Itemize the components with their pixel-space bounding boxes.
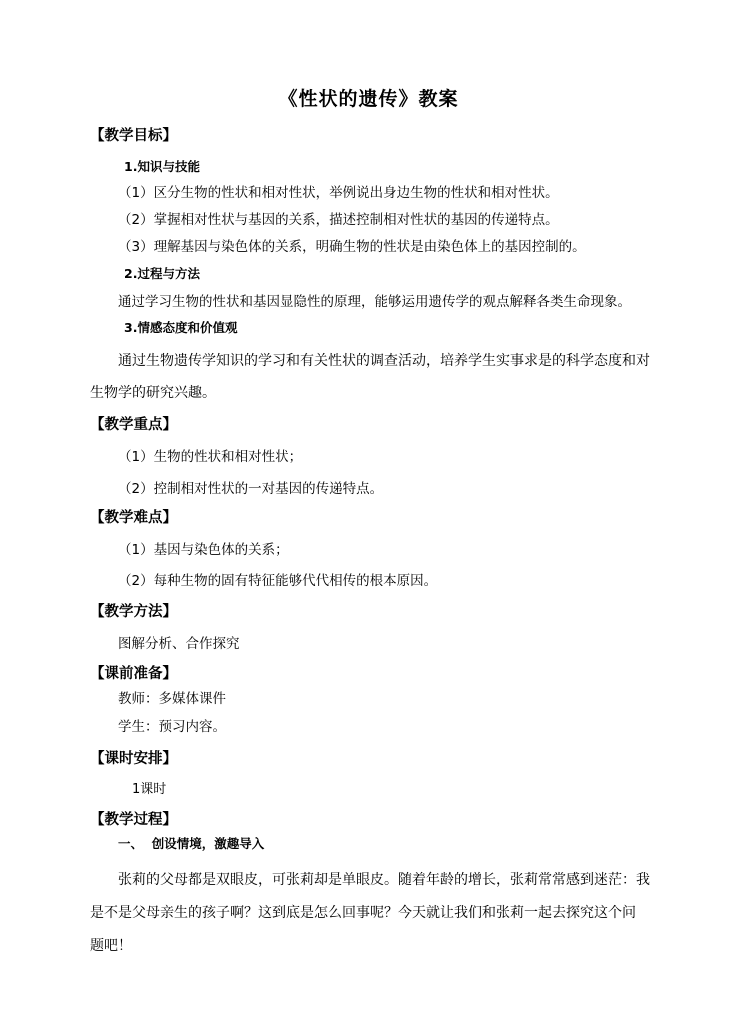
difficult-point-2: （2）每种生物的固有特征能够代代相传的根本原因。 bbox=[118, 573, 438, 589]
goal-item-2: （2）掌握相对性状与基因的关系，描述控制相对性状的基因的传递特点。 bbox=[118, 212, 559, 228]
goal-item-3: （3）理解基因与染色体的关系，明确生物的性状是由染色体上的基因控制的。 bbox=[118, 239, 586, 255]
prep-student: 学生：预习内容。 bbox=[118, 719, 226, 735]
key-point-2: （2）控制相对性状的一对基因的传递特点。 bbox=[118, 481, 384, 497]
process-paragraph-line-3: 题吧！ bbox=[90, 938, 132, 954]
section-heading-key-points: 【教学重点】 bbox=[90, 417, 177, 433]
goal-item-1: （1）区分生物的性状和相对性状，举例说出身边生物的性状和相对性状。 bbox=[118, 185, 559, 201]
method-text: 图解分析、合作探究 bbox=[118, 636, 240, 652]
section-heading-method: 【教学方法】 bbox=[90, 604, 177, 620]
process-paragraph-line-1: 张莉的父母都是双眼皮，可张莉却是单眼皮。随着年龄的增长，张莉常常感到迷茫：我 bbox=[118, 872, 650, 888]
section-heading-difficult-points: 【教学难点】 bbox=[90, 510, 177, 526]
document-title: 《性状的遗传》教案 bbox=[278, 88, 459, 110]
subsection-title-process: 2.过程与方法 bbox=[124, 266, 200, 281]
subsection-title-knowledge: 1.知识与技能 bbox=[124, 159, 200, 174]
subsection-title-attitude: 3.情感态度和价值观 bbox=[124, 320, 238, 335]
process-step-1-title: 一、 创设情境，激趣导入 bbox=[118, 836, 265, 851]
process-method-text: 通过学习生物的性状和基因显隐性的原理，能够运用遗传学的观点解释各类生命现象。 bbox=[118, 294, 631, 310]
difficult-point-1: （1）基因与染色体的关系； bbox=[118, 542, 289, 558]
section-heading-process: 【教学过程】 bbox=[90, 812, 177, 828]
prep-teacher: 教师：多媒体课件 bbox=[118, 691, 226, 707]
attitude-text-line-1: 通过生物遗传学知识的学习和有关性状的调查活动，培养学生实事求是的科学态度和对 bbox=[118, 353, 650, 369]
section-heading-preparation: 【课前准备】 bbox=[90, 666, 177, 682]
section-heading-schedule: 【课时安排】 bbox=[90, 751, 177, 767]
key-point-1: （1）生物的性状和相对性状； bbox=[118, 449, 303, 465]
process-paragraph-line-2: 是不是父母亲生的孩子啊？这到底是怎么回事呢？今天就让我们和张莉一起去探究这个问 bbox=[90, 905, 636, 921]
schedule-text: 1课时 bbox=[132, 782, 167, 797]
section-heading-goals: 【教学目标】 bbox=[90, 128, 177, 144]
attitude-text-line-2: 生物学的研究兴趣。 bbox=[90, 385, 216, 401]
